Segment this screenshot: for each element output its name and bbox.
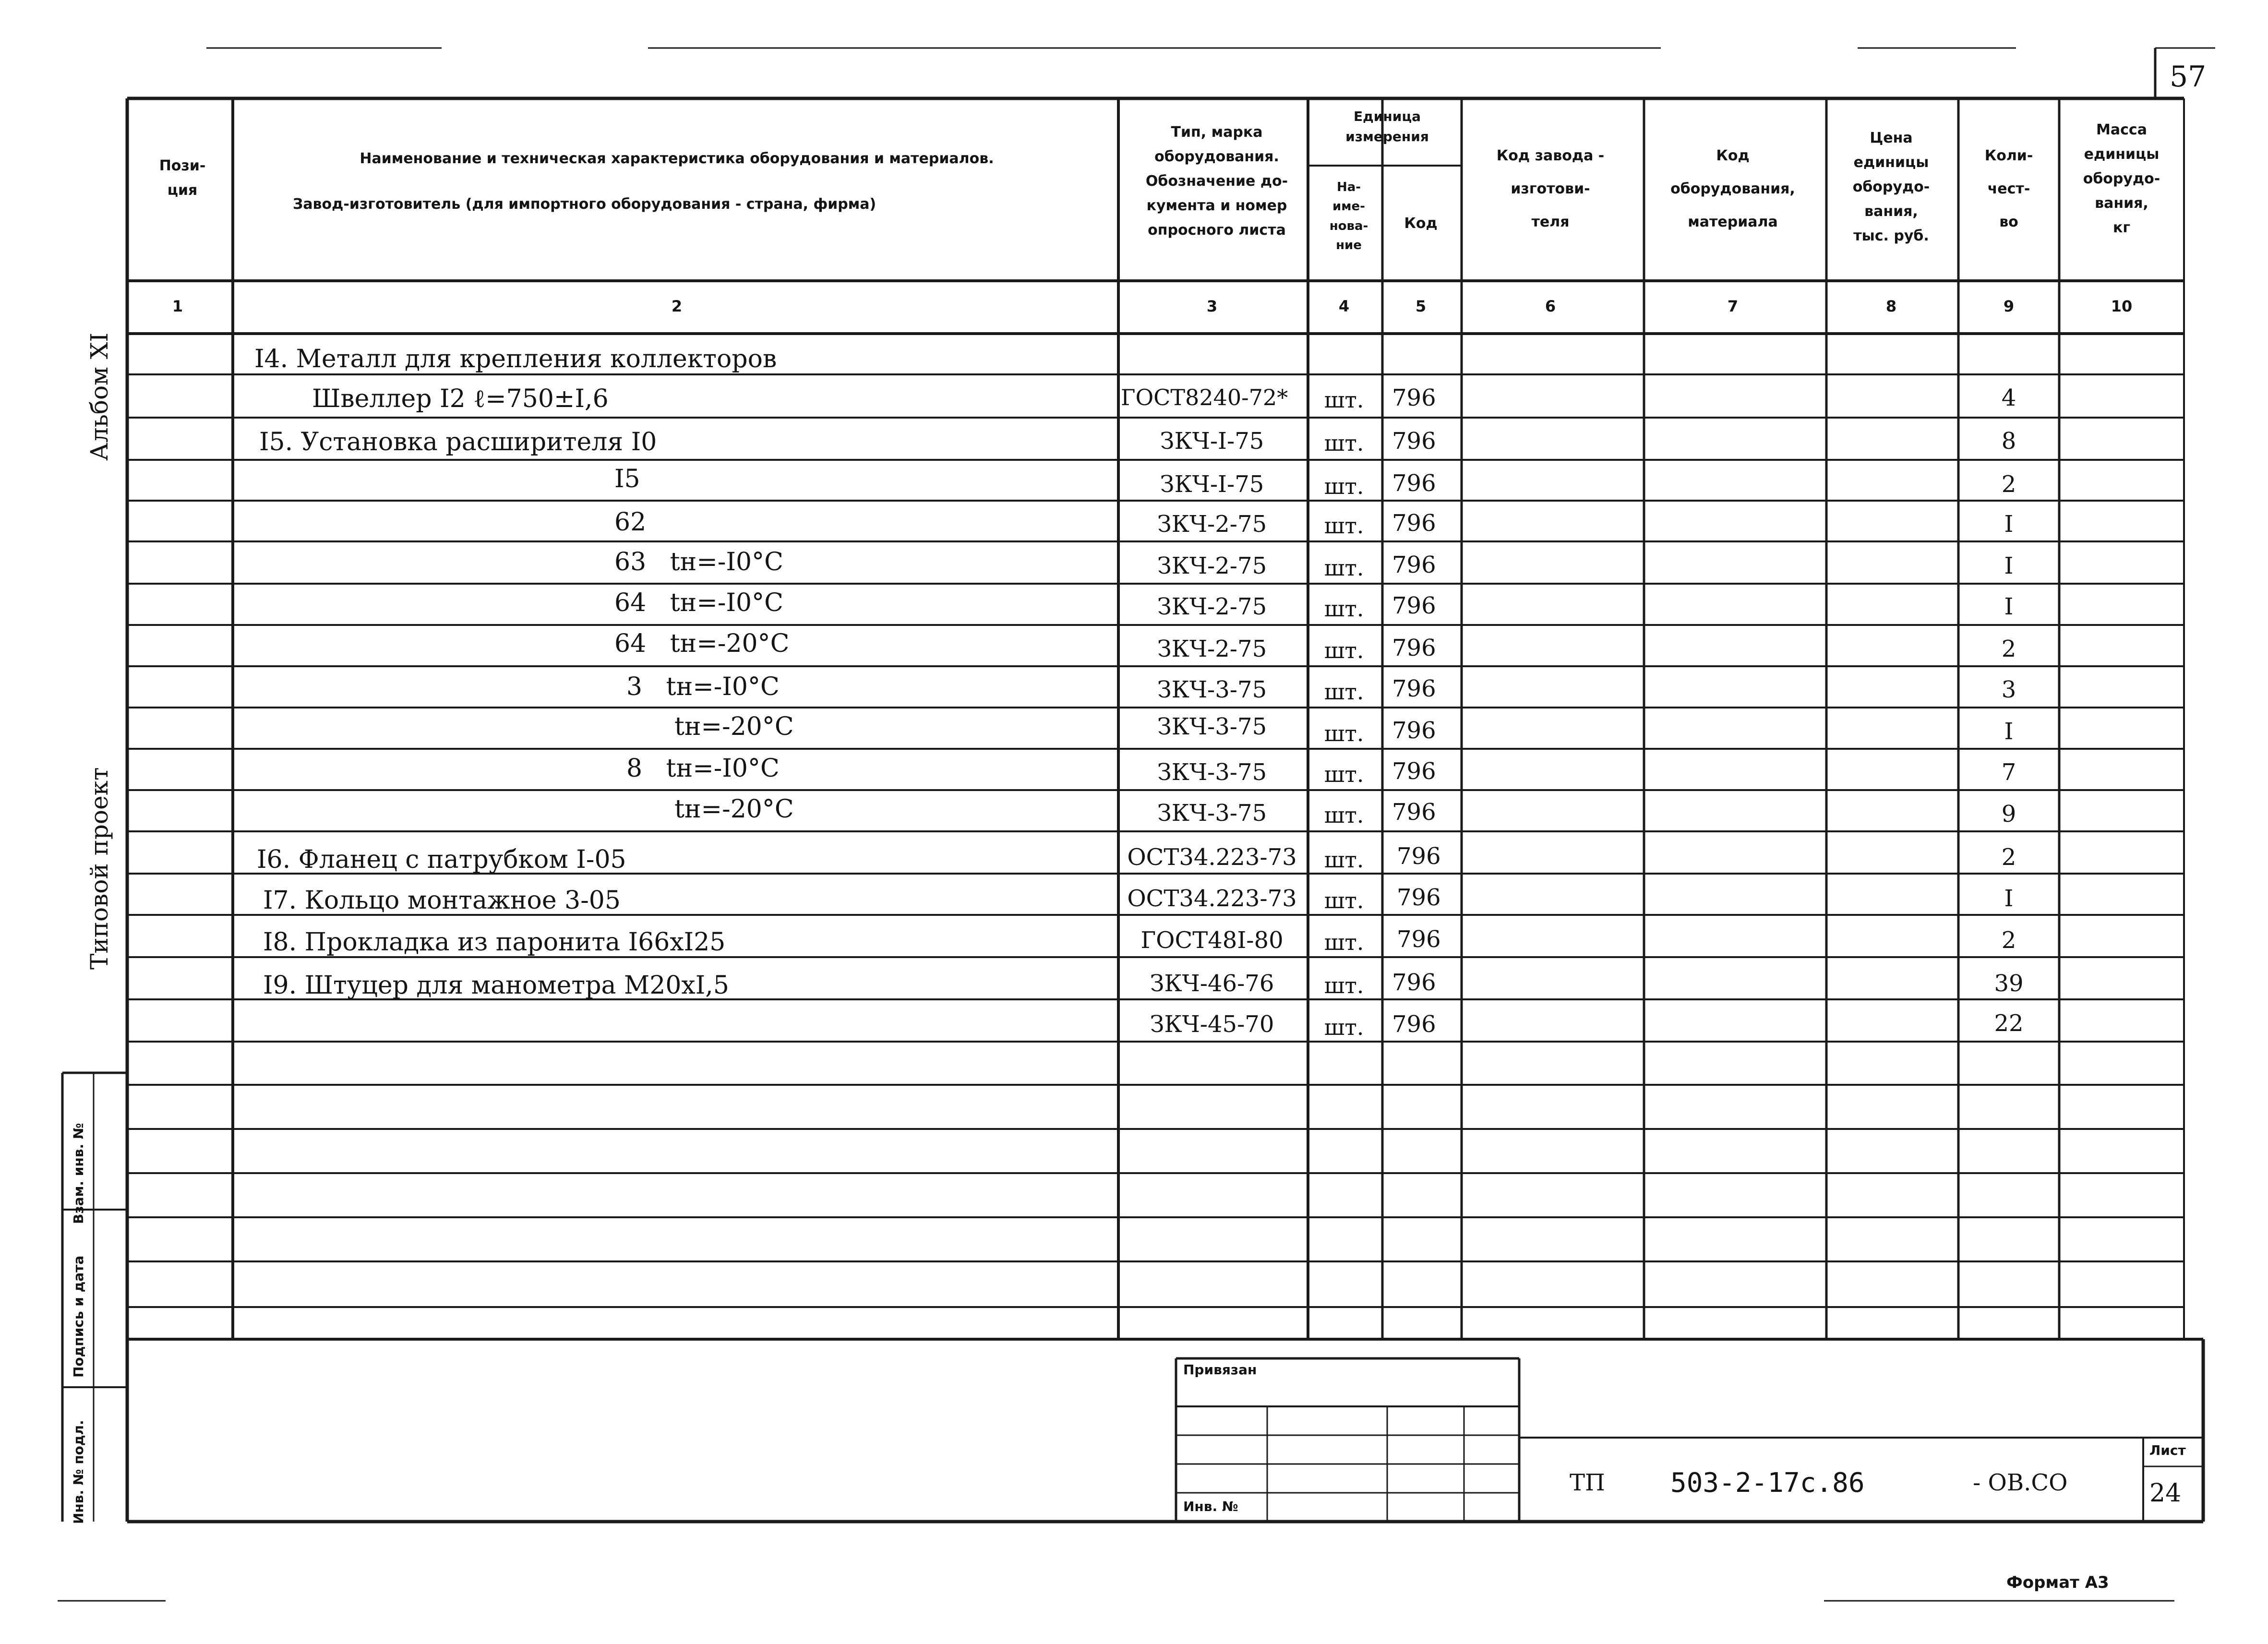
row-name: I6. Фланец с патрубком I-05	[257, 845, 626, 874]
row-name: tн=-20°C	[674, 795, 794, 824]
row-unit: шт.	[1324, 1014, 1364, 1040]
row-unit: шт.	[1324, 888, 1364, 913]
header-plant-code: Код завода - изготови- теля	[1496, 147, 1605, 230]
side-label-inv-replace: Взам. инв. №	[71, 1123, 86, 1224]
column-number-5: 5	[1415, 297, 1427, 315]
header-mass: Масса единицы оборудо- вания, кг	[2083, 121, 2160, 236]
row-qty: I	[2004, 593, 2014, 620]
row-unit: шт.	[1324, 555, 1364, 581]
format-label: Формат А3	[2006, 1573, 2109, 1592]
row-code: 796	[1392, 969, 1436, 996]
stamp-sheet-label: Лист	[2149, 1442, 2186, 1458]
row-qty: I	[2004, 552, 2014, 579]
header-unit-code: Код	[1404, 215, 1438, 232]
row-qty: 2	[2001, 636, 2016, 662]
row-name: I5. Установка расширителя I0	[259, 428, 657, 456]
row-code: 796	[1392, 552, 1436, 578]
row-unit: шт.	[1324, 929, 1364, 955]
page-number: 57	[2170, 60, 2207, 94]
row-unit: шт.	[1324, 720, 1364, 746]
row-code: 796	[1392, 384, 1436, 411]
column-number-9: 9	[2003, 297, 2015, 315]
row-doc: ЗКЧ-2-75	[1157, 511, 1267, 538]
row-unit: шт.	[1324, 679, 1364, 705]
row-code: 796	[1392, 510, 1436, 537]
row-doc: ЗКЧ-I-75	[1160, 471, 1264, 498]
row-doc: ЗКЧ-3-75	[1157, 800, 1267, 827]
row-unit: шт.	[1324, 596, 1364, 622]
row-name: 64 tн=-I0°C	[614, 588, 783, 617]
stamp-doc-prefix: ТП	[1570, 1469, 1605, 1496]
header-unit-name: На- име- нова- ние	[1329, 180, 1368, 252]
row-name: I8. Прокладка из паронита I66xI25	[263, 928, 726, 957]
side-label-album: Альбом XI	[85, 332, 113, 461]
row-qty: 2	[2001, 471, 2016, 498]
row-qty: I	[2004, 718, 2014, 745]
row-name: 62	[614, 508, 647, 537]
column-number-2: 2	[671, 297, 683, 315]
row-doc: ЗКЧ-2-75	[1157, 636, 1267, 662]
header-equipment-code: Код оборудования, материала	[1670, 147, 1795, 230]
side-label-inv-orig: Инв. № подл.	[71, 1420, 86, 1524]
row-qty: I	[2004, 885, 2014, 912]
header-quantity: Коли- чест- во	[1984, 147, 2033, 230]
row-qty: 4	[2001, 384, 2016, 411]
row-unit: шт.	[1324, 430, 1364, 456]
row-code: 796	[1392, 675, 1436, 702]
row-code: 796	[1392, 592, 1436, 619]
stamp-doc-suffix: - ОВ.СО	[1973, 1469, 2068, 1496]
row-code: 796	[1397, 926, 1441, 953]
row-doc: ОСТ34.223-73	[1127, 885, 1297, 912]
header-type: Тип, марка оборудования. Обозначение до- кумента и номер опросного листа	[1145, 124, 1288, 239]
row-doc: ЗКЧ-I-75	[1160, 428, 1264, 455]
row-unit: шт.	[1324, 387, 1364, 413]
row-name: tн=-20°C	[674, 712, 794, 741]
row-name: 3 tн=-I0°C	[626, 672, 780, 701]
row-unit: шт.	[1324, 637, 1364, 663]
column-number-1: 1	[172, 297, 183, 315]
row-unit: шт.	[1324, 972, 1364, 998]
row-code: 796	[1392, 717, 1436, 744]
row-code: 796	[1392, 758, 1436, 785]
row-doc: ГОСТ48I-80	[1140, 927, 1284, 954]
row-doc: ГОСТ8240-72*	[1121, 384, 1288, 410]
row-qty: 7	[2001, 759, 2016, 786]
row-code: 796	[1397, 843, 1441, 870]
row-doc: ЗКЧ-45-70	[1150, 1011, 1274, 1038]
row-code: 796	[1392, 635, 1436, 661]
stamp-sheet-number: 24	[2149, 1479, 2182, 1508]
row-name: I5	[614, 465, 640, 493]
row-name: 8 tн=-I0°C	[626, 754, 780, 783]
row-name: I7. Кольцо монтажное 3-05	[263, 886, 621, 915]
row-doc: ЗКЧ-2-75	[1157, 552, 1267, 579]
row-unit: шт.	[1324, 761, 1364, 787]
column-number-10: 10	[2111, 297, 2133, 315]
side-label-project: Типовой проект	[85, 767, 113, 970]
row-name: 64 tн=-20°C	[614, 629, 790, 658]
row-doc: ЗКЧ-3-75	[1157, 713, 1267, 740]
row-qty: I	[2004, 511, 2014, 538]
row-doc: ОСТ34.223-73	[1127, 844, 1297, 871]
column-number-8: 8	[1885, 297, 1897, 315]
stamp-bound-label: Привязан	[1183, 1362, 1257, 1378]
row-qty: 3	[2001, 676, 2016, 703]
header-price: Цена единицы оборудо- вания, тыс. руб.	[1852, 130, 1930, 244]
row-doc: ЗКЧ-46-76	[1150, 970, 1274, 997]
row-doc: ЗКЧ-3-75	[1157, 759, 1267, 786]
row-doc: ЗКЧ-2-75	[1157, 593, 1267, 620]
row-qty: 22	[1994, 1010, 2024, 1037]
row-qty: 9	[2001, 801, 2016, 828]
row-qty: 39	[1994, 970, 2024, 997]
row-name: I4. Металл для крепления коллекторов	[254, 345, 777, 373]
row-doc: ЗКЧ-3-75	[1157, 676, 1267, 703]
header-name-line1: Наименование и техническая характеристика оборудования и материалов.	[360, 150, 994, 167]
row-code: 796	[1392, 1011, 1436, 1038]
header-unit-group: Единица измерения	[1345, 108, 1429, 144]
column-number-6: 6	[1545, 297, 1556, 315]
side-label-sign-date: Подпись и дата	[71, 1255, 86, 1378]
row-name: I9. Штуцер для манометра М20xI,5	[263, 971, 729, 1000]
row-unit: шт.	[1324, 802, 1364, 828]
column-number-7: 7	[1727, 297, 1739, 315]
column-number-4: 4	[1338, 297, 1350, 315]
row-unit: шт.	[1324, 473, 1364, 499]
stamp-inv-label: Инв. №	[1183, 1499, 1238, 1514]
row-code: 796	[1392, 799, 1436, 826]
row-code: 796	[1392, 428, 1436, 455]
row-unit: шт.	[1324, 513, 1364, 539]
row-name: 63 tн=-I0°C	[614, 548, 783, 576]
row-name: Швеллер I2 ℓ=750±I,6	[312, 384, 609, 413]
row-code: 796	[1397, 884, 1441, 911]
header-position: Пози- ция	[159, 157, 206, 199]
column-number-3: 3	[1206, 297, 1218, 315]
row-code: 796	[1392, 470, 1436, 497]
header-name-line2: Завод-изготовитель (для импортного оборудования - страна, фирма)	[293, 196, 876, 213]
stamp-doc-number: 503-2-17с.86	[1670, 1467, 1865, 1499]
row-qty: 2	[2001, 844, 2016, 871]
row-qty: 8	[2001, 428, 2016, 455]
row-qty: 2	[2001, 927, 2016, 954]
row-unit: шт.	[1324, 847, 1364, 873]
